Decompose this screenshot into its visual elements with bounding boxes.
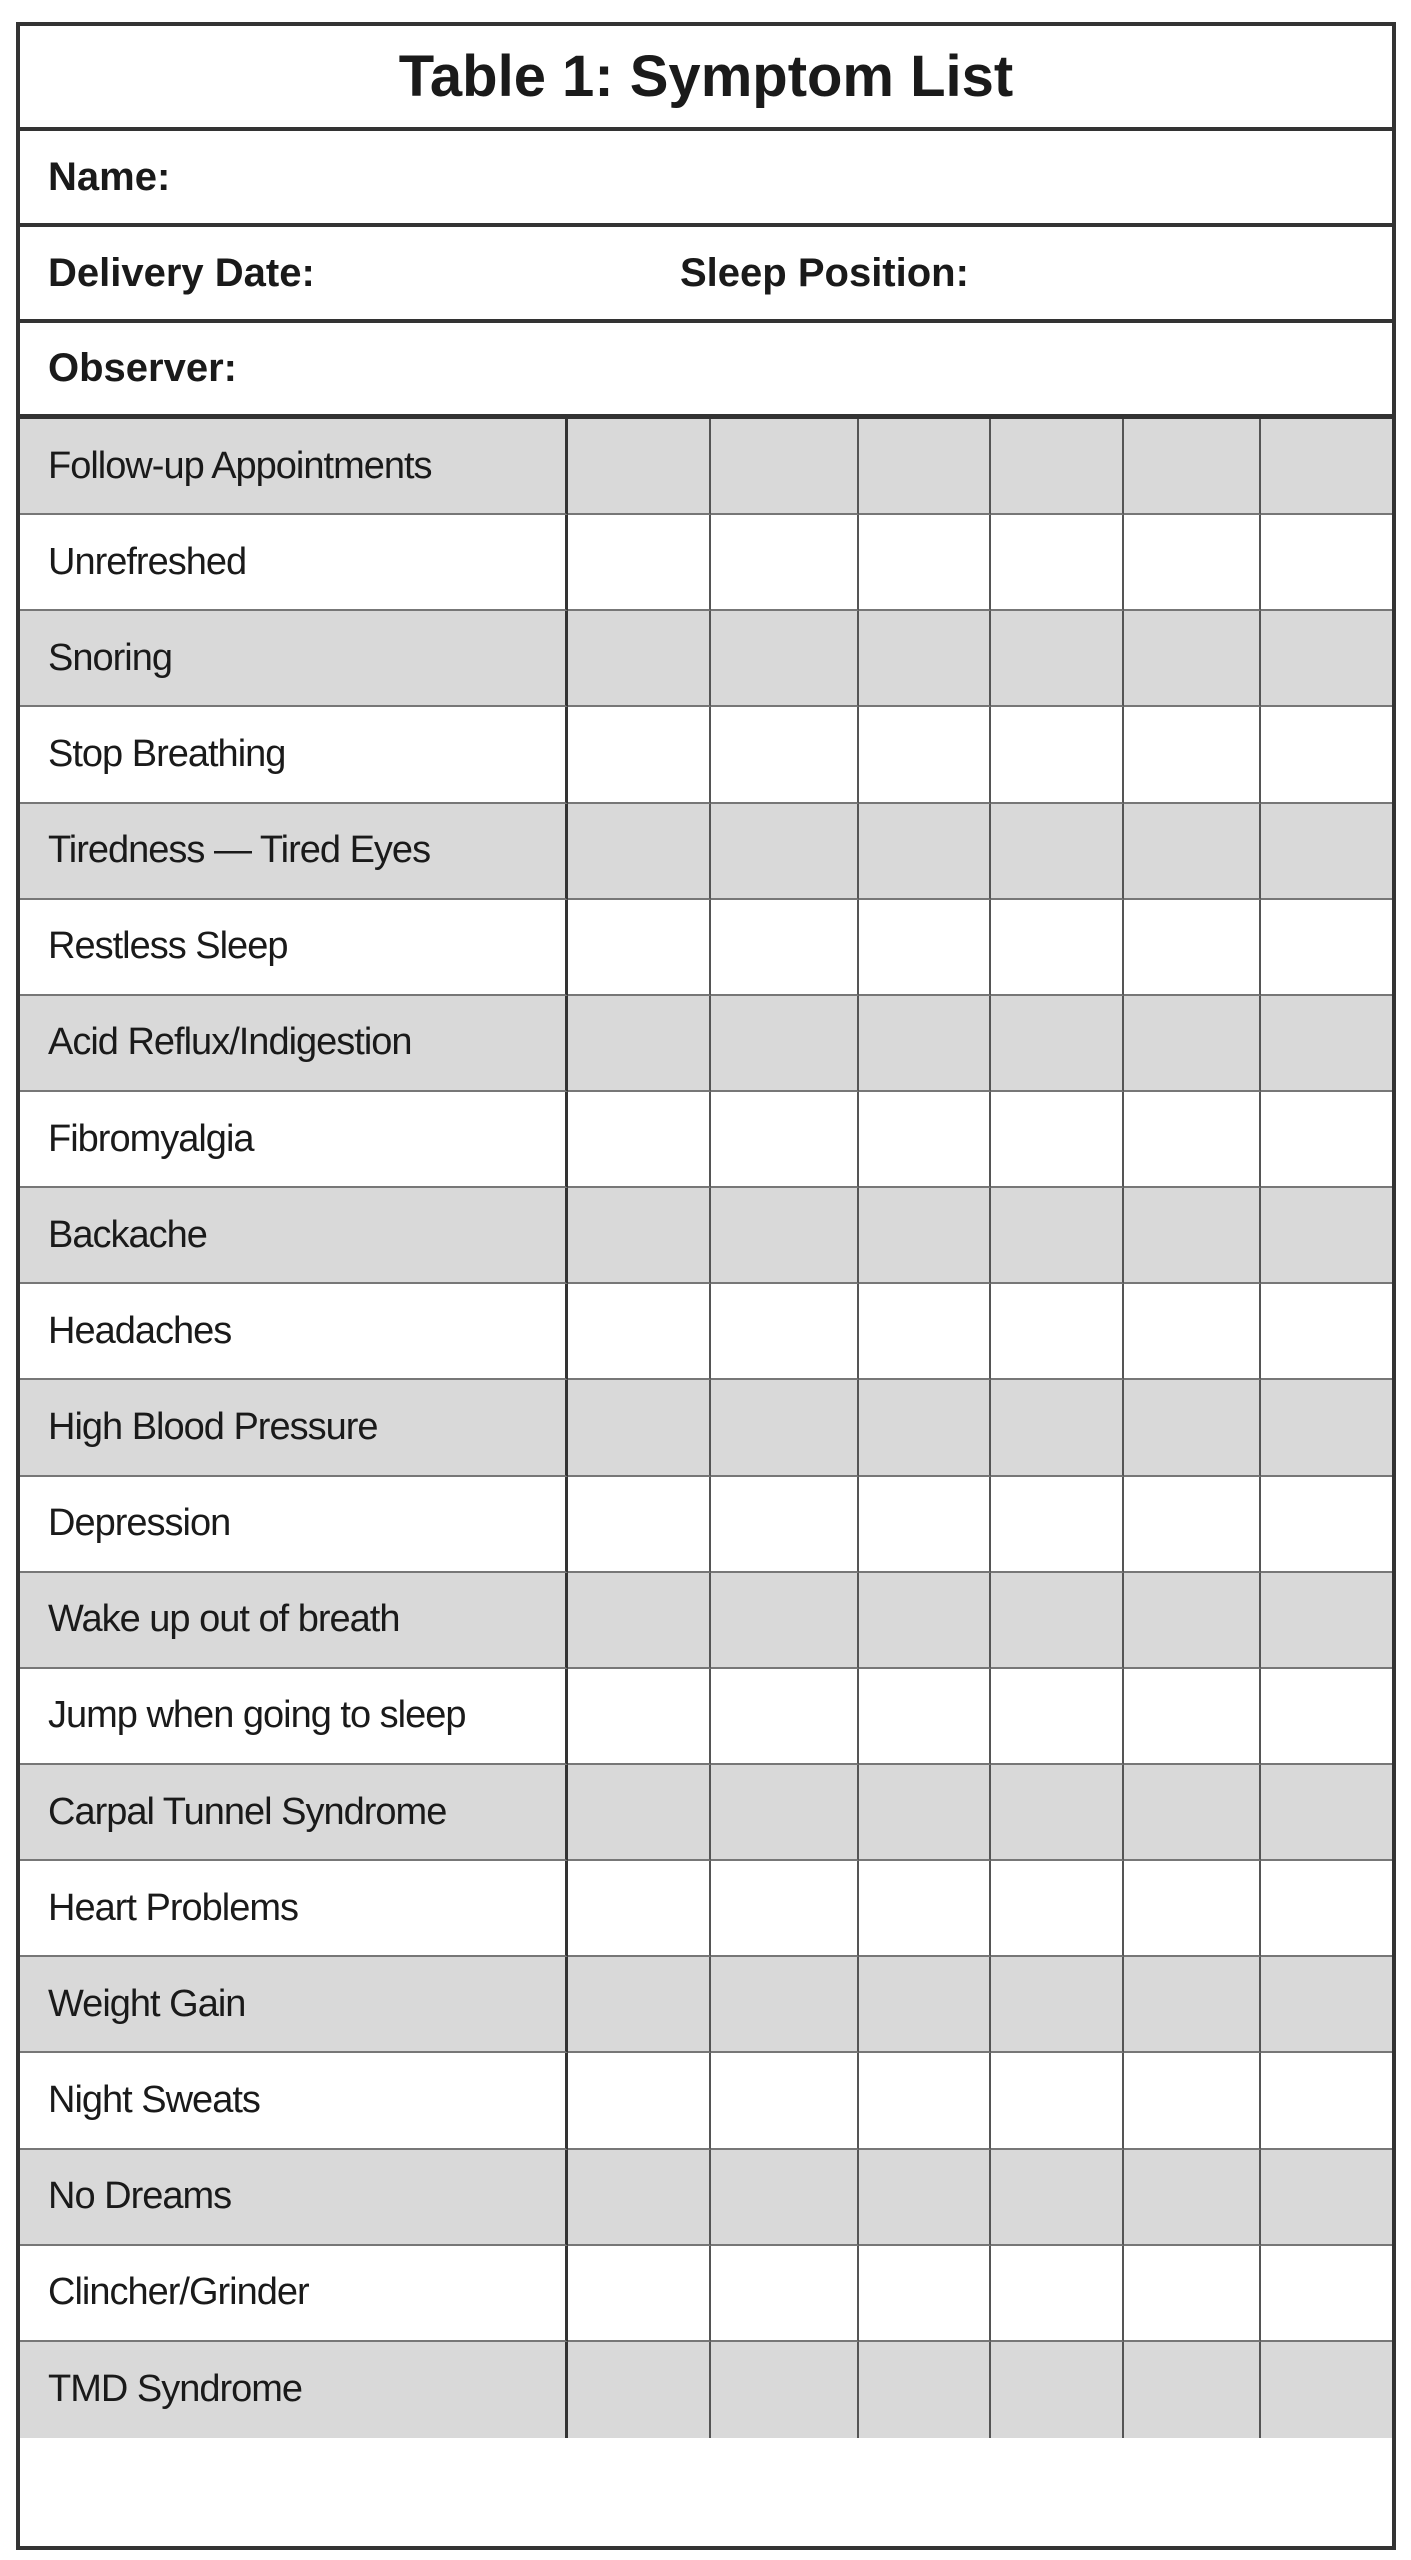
- symptom-check-cell[interactable]: [991, 1861, 1124, 1957]
- symptom-check-cell[interactable]: [1124, 2342, 1261, 2438]
- symptom-check-cell[interactable]: [1261, 2342, 1392, 2438]
- observer-row[interactable]: [20, 323, 1392, 419]
- symptom-check-cell[interactable]: [859, 1380, 991, 1476]
- symptom-check-cell[interactable]: [859, 419, 991, 515]
- symptom-check-cell[interactable]: [991, 1092, 1124, 1188]
- symptom-check-cell[interactable]: [1124, 1477, 1261, 1573]
- symptom-check-cell[interactable]: [991, 996, 1124, 1092]
- symptom-check-cell[interactable]: [991, 1380, 1124, 1476]
- symptom-check-cell[interactable]: [859, 996, 991, 1092]
- symptom-check-cell[interactable]: [568, 1765, 711, 1861]
- symptom-check-cell[interactable]: [568, 1957, 711, 2053]
- symptom-label: TMD Syndrome: [20, 2342, 568, 2438]
- symptom-check-cell[interactable]: [711, 707, 859, 803]
- symptom-check-cell[interactable]: [1124, 707, 1261, 803]
- symptom-check-cell[interactable]: [859, 2150, 991, 2246]
- symptom-check-cell[interactable]: [711, 1861, 859, 1957]
- symptom-check-cell[interactable]: [991, 900, 1124, 996]
- symptom-label: Tiredness — Tired Eyes: [20, 804, 568, 900]
- symptom-check-cell[interactable]: [568, 1188, 711, 1284]
- symptom-label: Snoring: [20, 611, 568, 707]
- symptom-check-cell[interactable]: [1261, 1861, 1392, 1957]
- symptom-check-cell[interactable]: [568, 611, 711, 707]
- symptom-check-cell[interactable]: [1124, 900, 1261, 996]
- symptom-label: Follow-up Appointments: [20, 419, 568, 515]
- symptom-check-cell[interactable]: [991, 1765, 1124, 1861]
- symptom-check-cell[interactable]: [1124, 1188, 1261, 1284]
- symptom-check-cell[interactable]: [1261, 1477, 1392, 1573]
- symptom-check-cell[interactable]: [859, 2342, 991, 2438]
- symptom-check-cell[interactable]: [568, 515, 711, 611]
- symptom-check-cell[interactable]: [859, 1477, 991, 1573]
- symptom-check-cell[interactable]: [1124, 804, 1261, 900]
- symptom-check-cell[interactable]: [991, 1188, 1124, 1284]
- symptom-check-cell[interactable]: [1124, 2053, 1261, 2149]
- symptom-check-cell[interactable]: [859, 1092, 991, 1188]
- symptom-check-cell[interactable]: [1261, 804, 1392, 900]
- table-title: Table 1: Symptom List: [398, 44, 1014, 109]
- symptom-check-cell[interactable]: [859, 1765, 991, 1861]
- symptom-check-cell[interactable]: [711, 2053, 859, 2149]
- symptom-check-cell[interactable]: [1124, 419, 1261, 515]
- symptom-check-cell[interactable]: [1124, 1284, 1261, 1380]
- symptom-check-cell[interactable]: [568, 707, 711, 803]
- symptom-label: Clincher/Grinder: [20, 2246, 568, 2342]
- symptom-check-cell[interactable]: [859, 804, 991, 900]
- symptom-check-cell[interactable]: [711, 1669, 859, 1765]
- symptom-check-cell[interactable]: [991, 1669, 1124, 1765]
- symptom-check-cell[interactable]: [711, 1957, 859, 2053]
- symptom-check-cell[interactable]: [1261, 996, 1392, 1092]
- symptom-check-cell[interactable]: [991, 1477, 1124, 1573]
- symptom-check-cell[interactable]: [1261, 2053, 1392, 2149]
- symptom-check-cell[interactable]: [568, 1284, 711, 1380]
- symptom-check-cell[interactable]: [1261, 1765, 1392, 1861]
- symptom-check-cell[interactable]: [711, 2150, 859, 2246]
- symptom-check-cell[interactable]: [1261, 707, 1392, 803]
- symptom-check-cell[interactable]: [859, 1284, 991, 1380]
- name-label: Name:: [48, 154, 171, 199]
- name-row[interactable]: [20, 131, 1392, 227]
- symptom-check-cell[interactable]: [568, 2342, 711, 2438]
- symptom-check-cell[interactable]: [711, 1092, 859, 1188]
- symptom-check-cell[interactable]: [991, 804, 1124, 900]
- symptom-check-cell[interactable]: [991, 2053, 1124, 2149]
- symptom-check-cell[interactable]: [711, 515, 859, 611]
- symptom-check-cell[interactable]: [859, 1573, 991, 1669]
- symptom-label: Headaches: [20, 1284, 568, 1380]
- symptom-check-cell[interactable]: [1261, 1092, 1392, 1188]
- symptom-check-cell[interactable]: [859, 1669, 991, 1765]
- symptom-check-cell[interactable]: [991, 611, 1124, 707]
- symptom-label: High Blood Pressure: [20, 1380, 568, 1476]
- symptom-check-cell[interactable]: [859, 2053, 991, 2149]
- symptom-label: No Dreams: [20, 2150, 568, 2246]
- symptom-check-cell[interactable]: [1261, 2150, 1392, 2246]
- symptom-label: Restless Sleep: [20, 900, 568, 996]
- symptom-label: Fibromyalgia: [20, 1092, 568, 1188]
- symptom-check-cell[interactable]: [1261, 515, 1392, 611]
- symptom-label: Unrefreshed: [20, 515, 568, 611]
- symptom-label: Weight Gain: [20, 1957, 568, 2053]
- symptom-check-cell[interactable]: [991, 2342, 1124, 2438]
- symptom-check-cell[interactable]: [1124, 1861, 1261, 1957]
- symptom-check-cell[interactable]: [711, 2246, 859, 2342]
- symptom-check-cell[interactable]: [1124, 1573, 1261, 1669]
- symptom-check-cell[interactable]: [991, 1573, 1124, 1669]
- symptom-label: Night Sweats: [20, 2053, 568, 2149]
- symptom-check-cell[interactable]: [568, 1380, 711, 1476]
- delivery-sleep-row[interactable]: [20, 227, 1392, 323]
- symptom-check-cell[interactable]: [991, 1284, 1124, 1380]
- symptom-check-cell[interactable]: [859, 1861, 991, 1957]
- symptom-check-cell[interactable]: [568, 1861, 711, 1957]
- symptom-check-cell[interactable]: [1124, 515, 1261, 611]
- symptom-check-cell[interactable]: [1261, 611, 1392, 707]
- symptom-check-cell[interactable]: [711, 611, 859, 707]
- symptom-check-cell[interactable]: [991, 2246, 1124, 2342]
- symptom-check-cell[interactable]: [568, 2246, 711, 2342]
- symptom-check-cell[interactable]: [1261, 2246, 1392, 2342]
- symptom-check-cell[interactable]: [991, 2150, 1124, 2246]
- symptom-check-cell[interactable]: [991, 707, 1124, 803]
- symptom-check-cell[interactable]: [859, 611, 991, 707]
- symptom-check-cell[interactable]: [711, 1188, 859, 1284]
- symptom-check-cell[interactable]: [568, 900, 711, 996]
- symptom-check-cell[interactable]: [1124, 996, 1261, 1092]
- symptom-check-cell[interactable]: [1124, 1669, 1261, 1765]
- symptom-check-cell[interactable]: [568, 2053, 711, 2149]
- symptom-check-cell[interactable]: [1261, 1957, 1392, 2053]
- symptom-check-cell[interactable]: [568, 1477, 711, 1573]
- symptom-label: Carpal Tunnel Syndrome: [20, 1765, 568, 1861]
- symptom-check-cell[interactable]: [1261, 1380, 1392, 1476]
- symptom-check-cell[interactable]: [568, 1092, 711, 1188]
- symptom-check-cell[interactable]: [991, 1957, 1124, 2053]
- symptom-check-cell[interactable]: [1261, 900, 1392, 996]
- symptom-check-cell[interactable]: [711, 996, 859, 1092]
- symptom-check-cell[interactable]: [1124, 2150, 1261, 2246]
- symptom-check-cell[interactable]: [859, 900, 991, 996]
- symptom-check-cell[interactable]: [1124, 1380, 1261, 1476]
- symptom-label: Heart Problems: [20, 1861, 568, 1957]
- symptom-label: Stop Breathing: [20, 707, 568, 803]
- symptom-check-cell[interactable]: [711, 1284, 859, 1380]
- symptom-check-cell[interactable]: [991, 419, 1124, 515]
- symptom-check-cell[interactable]: [991, 515, 1124, 611]
- table-title-row: [20, 26, 1392, 131]
- symptom-check-cell[interactable]: [1124, 1957, 1261, 2053]
- symptom-check-cell[interactable]: [711, 2342, 859, 2438]
- symptom-check-cell[interactable]: [568, 804, 711, 900]
- symptom-check-cell[interactable]: [1124, 1092, 1261, 1188]
- symptom-check-cell[interactable]: [1261, 1284, 1392, 1380]
- sleep-position-label: Sleep Position:: [680, 250, 969, 295]
- symptom-check-cell[interactable]: [711, 419, 859, 515]
- symptom-check-cell[interactable]: [859, 707, 991, 803]
- symptom-label: Wake up out of breath: [20, 1573, 568, 1669]
- symptom-label: Depression: [20, 1477, 568, 1573]
- symptom-check-cell[interactable]: [859, 2246, 991, 2342]
- symptom-check-cell[interactable]: [1261, 1669, 1392, 1765]
- symptom-label: Acid Reflux/Indigestion: [20, 996, 568, 1092]
- symptom-check-cell[interactable]: [568, 419, 711, 515]
- symptom-check-cell[interactable]: [1261, 1188, 1392, 1284]
- symptom-label: Jump when going to sleep: [20, 1669, 568, 1765]
- symptom-check-cell[interactable]: [568, 996, 711, 1092]
- symptom-check-cell[interactable]: [1261, 419, 1392, 515]
- symptom-check-cell[interactable]: [568, 1573, 711, 1669]
- symptom-check-cell[interactable]: [1124, 2246, 1261, 2342]
- symptom-check-cell[interactable]: [1124, 611, 1261, 707]
- symptom-check-cell[interactable]: [711, 1477, 859, 1573]
- symptom-check-cell[interactable]: [711, 804, 859, 900]
- symptom-check-cell[interactable]: [859, 1957, 991, 2053]
- symptom-check-cell[interactable]: [1261, 1573, 1392, 1669]
- symptom-label: Backache: [20, 1188, 568, 1284]
- symptom-check-cell[interactable]: [859, 515, 991, 611]
- observer-label: Observer:: [48, 346, 237, 390]
- symptom-check-cell[interactable]: [568, 2150, 711, 2246]
- delivery-date-label: Delivery Date:: [48, 250, 315, 295]
- symptom-check-cell[interactable]: [711, 1765, 859, 1861]
- symptom-check-cell[interactable]: [1124, 1765, 1261, 1861]
- symptom-list-table: [16, 22, 1396, 2550]
- symptom-check-cell[interactable]: [859, 1188, 991, 1284]
- symptom-check-cell[interactable]: [711, 1573, 859, 1669]
- symptom-check-cell[interactable]: [711, 1380, 859, 1476]
- symptom-grid: [20, 419, 1392, 2438]
- symptom-check-cell[interactable]: [711, 900, 859, 996]
- symptom-check-cell[interactable]: [568, 1669, 711, 1765]
